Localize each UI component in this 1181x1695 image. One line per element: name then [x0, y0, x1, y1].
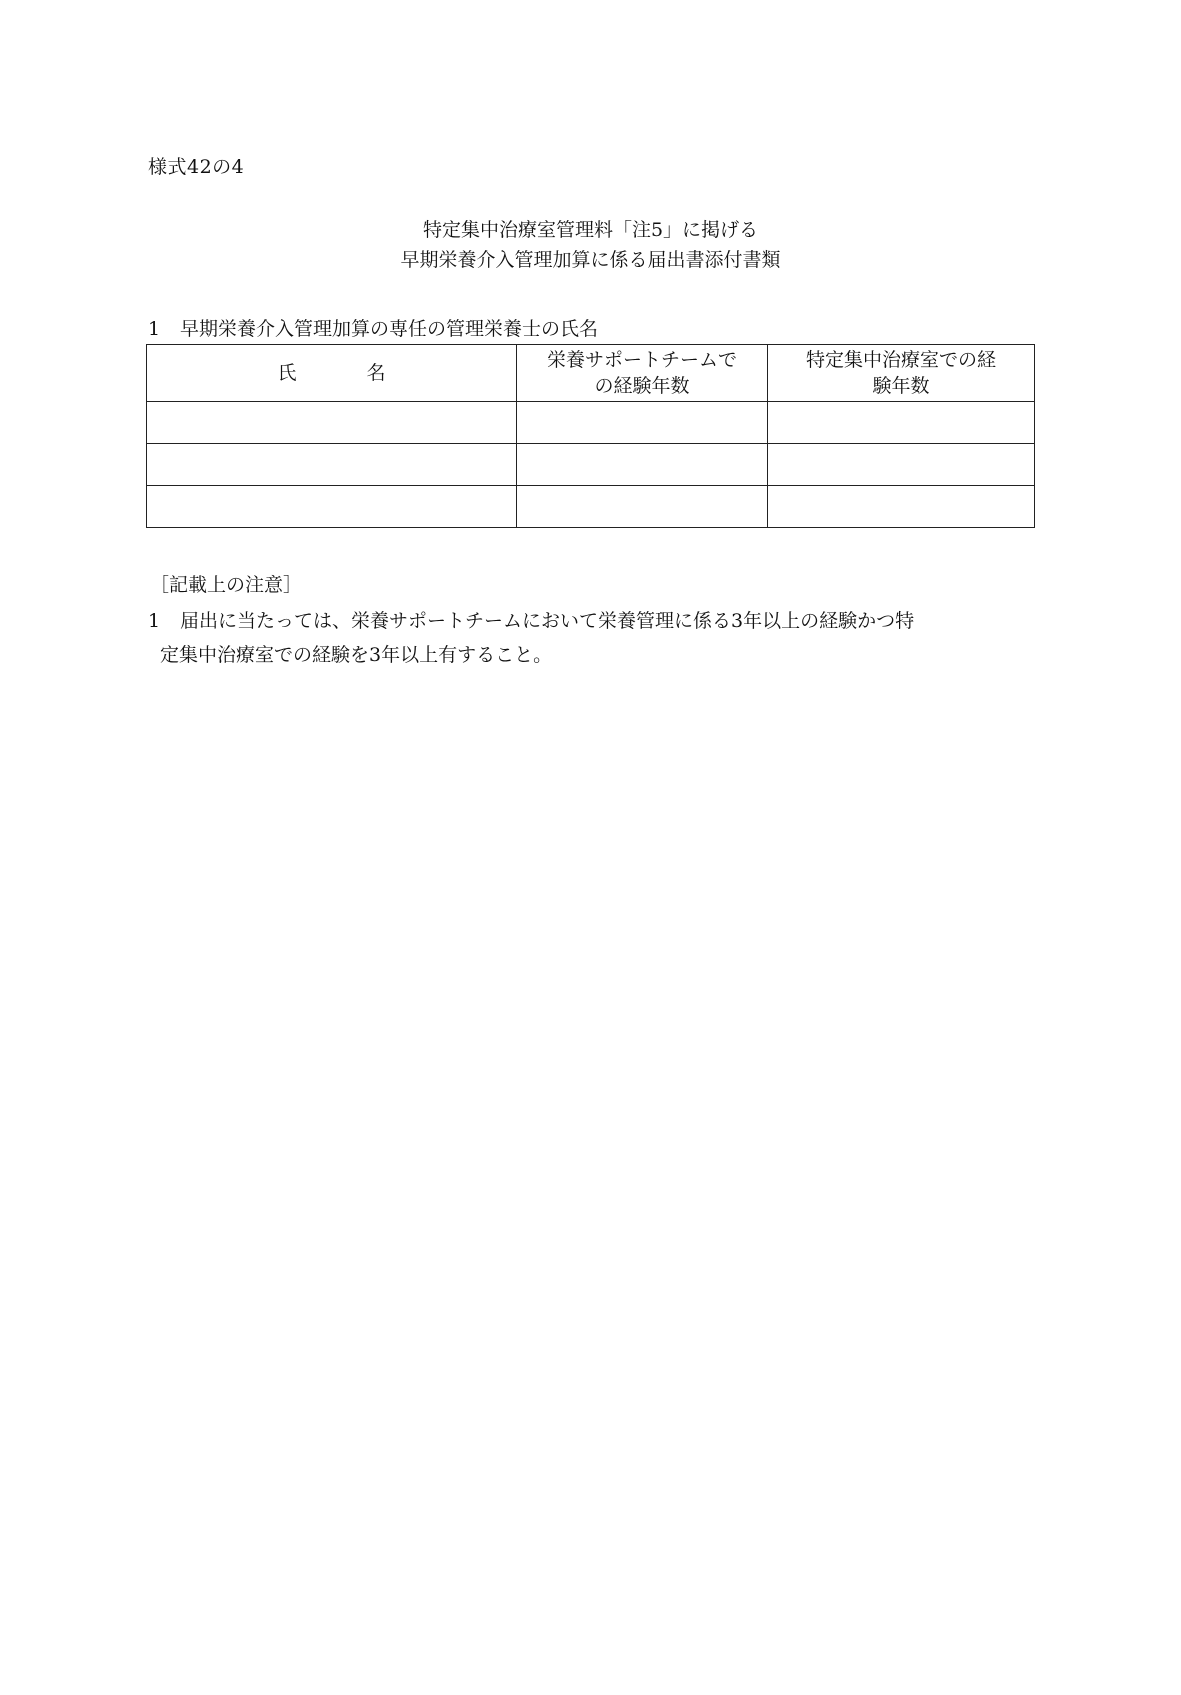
- header-nst-line1: 栄養サポートチームで: [546, 349, 737, 371]
- section-number: 1: [148, 318, 161, 340]
- header-icu-years: [768, 345, 1035, 402]
- cell-icu-years[interactable]: [768, 486, 1035, 528]
- note-line-2: 定集中治療室での経験を3年以上有すること。: [160, 644, 553, 666]
- header-nst-years: [517, 345, 768, 402]
- cell-name[interactable]: [147, 444, 517, 486]
- cell-name[interactable]: [147, 486, 517, 528]
- header-name-part1: 氏: [277, 362, 297, 384]
- dietitian-table: [146, 344, 1035, 528]
- cell-icu-years[interactable]: [768, 402, 1035, 444]
- note-item: [148, 604, 1038, 672]
- cell-nst-years[interactable]: [517, 486, 768, 528]
- header-icu-line1: 特定集中治療室での経: [805, 349, 996, 371]
- note-number: 1: [148, 610, 161, 632]
- cell-nst-years[interactable]: [517, 444, 768, 486]
- cell-icu-years[interactable]: [768, 444, 1035, 486]
- note-text-1: 届出に当たっては、栄養サポートチームにおいて栄養管理に係る3年以上の経験かつ特: [180, 610, 915, 632]
- header-name-part2: 名: [366, 362, 386, 384]
- notes-heading: ［記載上の注意］: [150, 574, 303, 596]
- note-line-1: [148, 604, 1038, 638]
- title-line-1: 特定集中治療室管理料「注5」に掲げる: [422, 219, 759, 241]
- table-row: [147, 486, 1035, 528]
- table-header-row: [147, 345, 1035, 402]
- form-id: 様式42の4: [148, 156, 245, 178]
- title-line-2: 早期栄養介入管理加算に係る届出書添付書類: [400, 249, 781, 271]
- section-title: 早期栄養介入管理加算の専任の管理栄養士の氏名: [180, 318, 599, 340]
- cell-name[interactable]: [147, 402, 517, 444]
- table-row: [147, 444, 1035, 486]
- header-icu-line2: 験年数: [872, 375, 930, 397]
- header-name: [147, 345, 517, 402]
- document-title: [0, 215, 1181, 275]
- header-nst-line2: の経験年数: [594, 375, 690, 397]
- cell-nst-years[interactable]: [517, 402, 768, 444]
- table-row: [147, 402, 1035, 444]
- section-1-heading: [148, 314, 598, 341]
